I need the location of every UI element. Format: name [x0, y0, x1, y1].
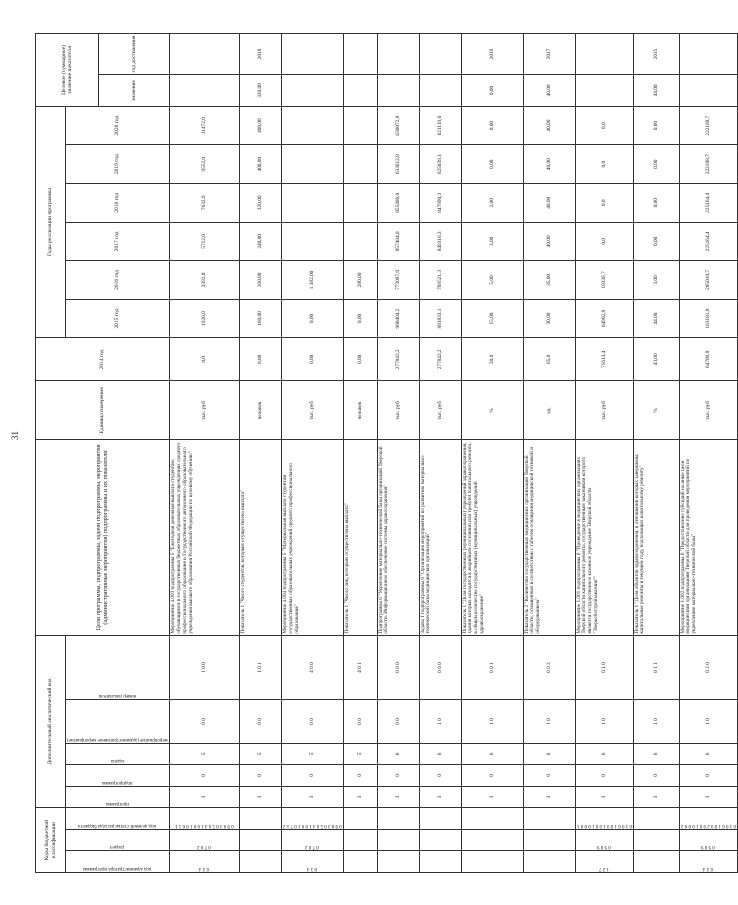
target-value-cell — [679, 75, 737, 107]
section-code-cell — [377, 829, 419, 851]
addl-code-cell: 0 1 1 — [633, 635, 679, 700]
addl-code-cell: 3 — [419, 786, 461, 808]
addl-code-cell: 0 0 0 — [419, 635, 461, 700]
value-2017: 849316,3 — [419, 222, 461, 261]
addl-code-cell: 6 — [679, 743, 737, 765]
addl-code-cell: 1 0 — [679, 700, 737, 743]
goal-description: Мероприятие 4.004 подпрограммы 5 "Материальная выплата студентам государственных образовательных учреждений среднего профессионального образования" — [281, 440, 343, 635]
value-2019 — [343, 145, 377, 184]
value-2020: 40,00 — [523, 106, 575, 145]
value-2018: 0,00 — [633, 183, 679, 222]
value-2019: 9552,0 — [169, 145, 239, 184]
value-2020 — [343, 106, 377, 145]
addl-code-cell: 0 — [419, 765, 461, 787]
section-code-cell: 0 9 0 9 — [575, 829, 633, 851]
addl-code-cell: 0 1 0 — [575, 635, 633, 700]
table-row — [169, 34, 239, 873]
value-2015: 15,00 — [461, 299, 523, 338]
value-2017: 0,0 — [575, 222, 633, 261]
expense-code-cell — [633, 808, 679, 830]
addl-code-cell: 3 — [169, 786, 239, 808]
target-value-cell — [377, 75, 419, 107]
addl-code-cell: 5 — [169, 743, 239, 765]
value-2014: 0,00 — [281, 338, 343, 381]
section-code-cell: 0 7 0 2 — [281, 829, 343, 851]
addl-code-cell: 0 0 — [377, 700, 419, 743]
value-2017: 225164,4 — [679, 222, 737, 261]
addl-code-cell: 1 0 — [633, 700, 679, 743]
value-2015: 0,00 — [343, 299, 377, 338]
addl-code-cell: 0 0 — [239, 700, 281, 743]
value-2018: 320,00 — [239, 183, 281, 222]
goal-description: Мероприятие 1.002 подпрограммы 6 "Предоставление субсидий на иные цели медицинским организациям Тверской области для проведения мероприятий по укреплению материально-технической базы" — [679, 440, 737, 635]
value-2019: 222188,7 — [679, 145, 737, 184]
unit-cell: тыс. руб — [281, 381, 343, 440]
value-2020: 630072,8 — [377, 106, 419, 145]
value-2018: 40,00 — [523, 183, 575, 222]
target-value-cell: 320,00 — [239, 75, 281, 107]
value-2015: 163181,0 — [679, 299, 737, 338]
target-year-cell — [419, 34, 461, 75]
target-year-cell — [679, 34, 737, 75]
goal-description: Показатель 1 "Число лиц, которым осуществлена выплата" — [343, 440, 377, 635]
value-2019: 0,0 — [575, 145, 633, 184]
unit-cell: тыс. руб — [377, 381, 419, 440]
target-year-cell — [343, 34, 377, 75]
addl-code-cell: 3 — [461, 786, 523, 808]
value-2016: 3,00 — [633, 261, 679, 300]
table-row — [419, 34, 461, 873]
value-2017: 5712,0 — [169, 222, 239, 261]
unit-cell: тыс. руб — [169, 381, 239, 440]
goal-description: Подпрограмма 6 "Укрепление материально-технической базы организаций Тверской области. Информационное обеспечение системы здравоохранения" — [377, 440, 419, 635]
expense-code-cell — [419, 808, 461, 830]
addl-code-cell: 6 — [461, 743, 523, 765]
admin-code-cell — [461, 851, 523, 873]
addl-code-cell: 0 0 — [281, 700, 343, 743]
value-2016: 18339,7 — [575, 261, 633, 300]
target-value-cell — [419, 75, 461, 107]
unit-header: Единица измерения — [36, 381, 170, 440]
target-year-cell: 2019 — [461, 34, 523, 75]
y2016-header: 2016 год — [66, 261, 170, 300]
goal-description: Мероприятие 4.003 подпрограммы 5 "Ежегодная денежная выплата студентам, обучающимся в государственных бюджетных образовательных учреждениях среднего профессионального образования и Государственного автономного образовательного учреждения высшего образования Российской Федерации по целевому обучению" — [169, 440, 239, 635]
addl-code-cell: 1 0 — [575, 700, 633, 743]
years-header: Годы реализации программы — [36, 106, 66, 337]
value-2020: 11472,0 — [169, 106, 239, 145]
value-2016: 205010,7 — [679, 261, 737, 300]
admin-code-cell: 0 3 4 — [679, 851, 737, 873]
addl-code-cell: 0 — [633, 765, 679, 787]
section-code-cell — [343, 829, 377, 851]
target-value-cell — [575, 75, 633, 107]
unit-cell: % — [633, 381, 679, 440]
addl-code-cell: 4 0 1 — [343, 635, 377, 700]
unit-cell: человек — [239, 381, 281, 440]
table-row — [575, 34, 633, 873]
addl-code-cell: 6 — [419, 743, 461, 765]
value-2019: 0,00 — [461, 145, 523, 184]
table-row — [343, 34, 377, 873]
addl-code-cell: 3 — [343, 786, 377, 808]
value-2015: 900404,2 — [377, 299, 419, 338]
addl-code-cell: 0 0 — [169, 700, 239, 743]
addl-code-cell: 3 — [633, 786, 679, 808]
value-2014: 71613,4 — [575, 338, 633, 381]
value-2019: 625039,1 — [419, 145, 461, 184]
goal-description: Показатель 2 "Количество государственных медицинских организаций Тверской области, оснащенных в соответствии с табелем оснащения медицинской техникой и оборудованием" — [523, 440, 575, 635]
addl-code-cell: 1 0 1 — [239, 635, 281, 700]
addl-code-cell: 4 0 0 — [281, 635, 343, 700]
value-2014: 277842,2 — [377, 338, 419, 381]
table-row — [239, 34, 281, 873]
addl-code-cell: 3 — [679, 786, 737, 808]
admin-code-cell: 0 3 4 — [169, 851, 239, 873]
goal-header: Цели программы, подпрограммы, задачи подпрограммы, мероприятия (административные мероприятия) подпрограммы и их показатели — [36, 440, 170, 635]
value-2018: 855496,0 — [377, 183, 419, 222]
goal-description: Показатель 1 "Доля государственных (муниципальных) учреждений здравоохранения, здания которых находятся в аварийном состоянии или требуют капитального ремонта, в общем количестве государственных (муниципальных) учреждений здравоохранения" — [461, 440, 523, 635]
addl-code-cell: 0 — [239, 765, 281, 787]
table-row — [679, 34, 737, 873]
y2017-header: 2017 год — [66, 222, 170, 261]
table-row — [523, 34, 575, 873]
goal-description: Показатель 1 "Число студентов, которым осуществлена выплата" — [239, 440, 281, 635]
value-2020: 621119,0 — [419, 106, 461, 145]
activity-header: мероприятие (административное мероприятие) — [66, 700, 170, 743]
value-2014: 64709,0 — [679, 338, 737, 381]
value-2019: 40,00 — [523, 145, 575, 184]
value-2018: 225164,4 — [679, 183, 737, 222]
addl-code-cell: 5 — [281, 743, 343, 765]
addl-code-cell: 0 — [679, 765, 737, 787]
value-2015: 881833,1 — [419, 299, 461, 338]
target-year-header: год достижения — [99, 34, 170, 75]
addl-code-cell: 5 — [239, 743, 281, 765]
admin-code-cell — [343, 851, 377, 873]
value-2016: 160,00 — [239, 261, 281, 300]
target-value-cell — [281, 75, 343, 107]
section-code-cell — [461, 829, 523, 851]
target-value-cell — [343, 75, 377, 107]
table-row — [633, 34, 679, 873]
value-2017: 857484,0 — [377, 222, 419, 261]
addl-code-cell: 0 0 0 — [377, 635, 419, 700]
admin-code-cell: 1 2 7 — [575, 851, 633, 873]
value-2020: 0,00 — [461, 106, 523, 145]
addl-code-cell: 0 — [169, 765, 239, 787]
section-code-cell — [523, 829, 575, 851]
value-2014: 277842,2 — [419, 338, 461, 381]
target-year-cell — [169, 34, 239, 75]
value-2015: 64902,8 — [575, 299, 633, 338]
section-code-cell: 0 7 0 2 — [169, 829, 239, 851]
table-row — [281, 34, 343, 873]
admin-code-header: код администратора программы — [66, 851, 170, 873]
addl-code-cell: 3 — [239, 786, 281, 808]
addl-code-cell: 6 — [633, 743, 679, 765]
unit-cell: тыс. руб — [419, 381, 461, 440]
y2014-header: 2014 год — [36, 338, 170, 381]
admin-code-cell — [419, 851, 461, 873]
program-sub-header: программа — [66, 786, 170, 808]
addl-code-cell: 5 — [343, 743, 377, 765]
expense-code-cell: 0 3 0 6 1 0 0 1 0 0 1 0 0 0 1 — [575, 808, 633, 830]
page-number: 31 — [10, 431, 20, 440]
target-year-cell — [281, 34, 343, 75]
target-year-cell — [575, 34, 633, 75]
addl-code-cell: 0 — [377, 765, 419, 787]
value-2018: 847990,3 — [419, 183, 461, 222]
section-code-cell — [239, 829, 281, 851]
y2015-header: 2015 год — [66, 299, 170, 338]
addl-code-cell: 6 — [377, 743, 419, 765]
program-table — [35, 33, 738, 873]
expense-code-cell: 0 9 0 3 0 5 0 4 1 0 0 1 0 6 1 1 — [169, 808, 239, 830]
addl-code-cell: 1 0 — [461, 700, 523, 743]
section-code-cell — [633, 829, 679, 851]
value-2014: 20,0 — [461, 338, 523, 381]
addl-code-cell: 0 — [281, 765, 343, 787]
addl-code-cell: 3 — [575, 786, 633, 808]
value-2015: 44,00 — [633, 299, 679, 338]
target-year-cell: 2015 — [633, 34, 679, 75]
section-code-cell: 0 9 0 9 — [679, 829, 737, 851]
addl-code-cell: 0 — [575, 765, 633, 787]
expense-code-cell — [239, 808, 281, 830]
value-2017 — [343, 222, 377, 261]
value-2019: 633612,8 — [377, 145, 419, 184]
addl-code-cell: 1 0 — [419, 700, 461, 743]
value-2020: 0,00 — [633, 106, 679, 145]
expense-code-cell — [343, 808, 377, 830]
addl-code-cell: 3 — [377, 786, 419, 808]
value-2018 — [343, 183, 377, 222]
unit-cell: тыс. руб — [679, 381, 737, 440]
y2018-header: 2018 год — [66, 183, 170, 222]
target-value-header: значение — [99, 75, 170, 107]
value-2015: 0,00 — [281, 299, 343, 338]
subprogram-sub-header: подпрограмма — [66, 765, 170, 787]
value-2020: 0,0 — [575, 106, 633, 145]
expense-code-cell: 0 3 0 6 1 0 0 2 0 0 1 0 0 6 2 — [679, 808, 737, 830]
admin-code-cell — [523, 851, 575, 873]
value-2020: 222188,7 — [679, 106, 737, 145]
expense-code-header: код целевой статьи расхода бюджета — [66, 808, 170, 830]
addl-code-cell: 0 — [523, 765, 575, 787]
admin-code-cell: 0 3 4 — [281, 851, 343, 873]
admin-code-cell — [377, 851, 419, 873]
addl-code-cell: 0 0 — [343, 700, 377, 743]
table-row — [461, 34, 523, 873]
addl-code-cell: 1 0 0 — [169, 635, 239, 700]
value-2015: 160,00 — [239, 299, 281, 338]
task-header: задача — [66, 743, 170, 765]
target-header: Целевое (суммарное) значение показателя — [36, 34, 99, 107]
addl-codes-header: Дополнительный аналитический код — [36, 635, 66, 808]
section-code-cell — [419, 829, 461, 851]
value-2016: 1 382,00 — [281, 261, 343, 300]
value-2017: 0,00 — [633, 222, 679, 261]
value-2016: 773097,0 — [377, 261, 419, 300]
expense-code-cell — [523, 808, 575, 830]
value-2020: 400,00 — [239, 106, 281, 145]
target-year-cell: 2017 — [523, 34, 575, 75]
value-2014: 0,00 — [343, 338, 377, 381]
addl-code-cell: 6 — [575, 743, 633, 765]
addl-code-cell: 0 0 1 — [461, 635, 523, 700]
value-2017: 3,00 — [461, 222, 523, 261]
value-2018 — [281, 183, 343, 222]
value-2015: 30,00 — [523, 299, 575, 338]
value-2017 — [281, 222, 343, 261]
y2020-header: 2020 год — [66, 106, 170, 145]
target-value-cell: 44,00 — [633, 75, 679, 107]
rotated-table-wrapper — [35, 33, 736, 873]
target-year-cell — [377, 34, 419, 75]
table-body — [169, 34, 737, 873]
budget-codes-header: Коды бюджетной классификации — [36, 808, 66, 873]
expense-code-cell — [461, 808, 523, 830]
addl-code-cell: 0 — [461, 765, 523, 787]
admin-code-cell — [633, 851, 679, 873]
addl-code-cell: 3 — [523, 786, 575, 808]
value-2019: 0,00 — [633, 145, 679, 184]
goal-description: Показатель 1 "Доля объектов здравоохранения, в отношении которых завершены капитальные ремонты в текущем году, подлежащих капитальному ремонту" — [633, 440, 679, 635]
value-2014: 65,0 — [523, 338, 575, 381]
addl-code-cell: 0 — [343, 765, 377, 787]
value-2018: 2,00 — [461, 183, 523, 222]
value-2015: 1920,0 — [169, 299, 239, 338]
addl-code-cell: 1 0 — [523, 700, 575, 743]
value-2019: 400,00 — [239, 145, 281, 184]
value-2016: 3392,0 — [169, 261, 239, 300]
section-header: раздел — [66, 829, 170, 851]
target-year-cell: 2018 — [239, 34, 281, 75]
unit-cell: % — [461, 381, 523, 440]
value-2014: 0,00 — [239, 338, 281, 381]
goal-description: Задача 1 подпрограммы 6 "Организация мероприятий по развитию материально-технической базы медицинских организаций" — [419, 440, 461, 635]
unit-cell: тыс. руб — [575, 381, 633, 440]
addl-code-cell: 6 — [523, 743, 575, 765]
target-value-cell: 40,00 — [523, 75, 575, 107]
value-2020 — [281, 106, 343, 145]
addl-code-cell: 0 2 0 — [679, 635, 737, 700]
unit-cell: ед. — [523, 381, 575, 440]
indicator-no-header: номер показателя — [66, 635, 170, 700]
expense-code-cell: 0 9 0 3 0 5 0 4 1 0 0 1 0 7 1 2 — [281, 808, 343, 830]
target-value-cell — [169, 75, 239, 107]
value-2014: 43,00 — [633, 338, 679, 381]
value-2016: 5,00 — [461, 261, 523, 300]
expense-code-cell — [377, 808, 419, 830]
value-2016: 35,00 — [523, 261, 575, 300]
y2019-header: 2019 год — [66, 145, 170, 184]
value-2017: 240,00 — [239, 222, 281, 261]
value-2014: 0,0 — [169, 338, 239, 381]
addl-code-cell: 3 — [281, 786, 343, 808]
value-2016: 280,00 — [343, 261, 377, 300]
table-row — [377, 34, 419, 873]
value-2018: 7632,0 — [169, 183, 239, 222]
admin-code-cell — [239, 851, 281, 873]
addl-code-cell: 0 0 2 — [523, 635, 575, 700]
value-2016: 769521,3 — [419, 261, 461, 300]
target-value-cell: 0,00 — [461, 75, 523, 107]
goal-description: Мероприятие 1.001 подпрограммы 6 "Проведение в медицинских организациях Тверской области капитального ремонта, государственным заказчиком которого является государственное казенное учреждение Тверской области "Тверьоблстройзаказчик"" — [575, 440, 633, 635]
unit-cell: человек — [343, 381, 377, 440]
value-2017: 40,00 — [523, 222, 575, 261]
value-2018: 0,0 — [575, 183, 633, 222]
value-2019 — [281, 145, 343, 184]
